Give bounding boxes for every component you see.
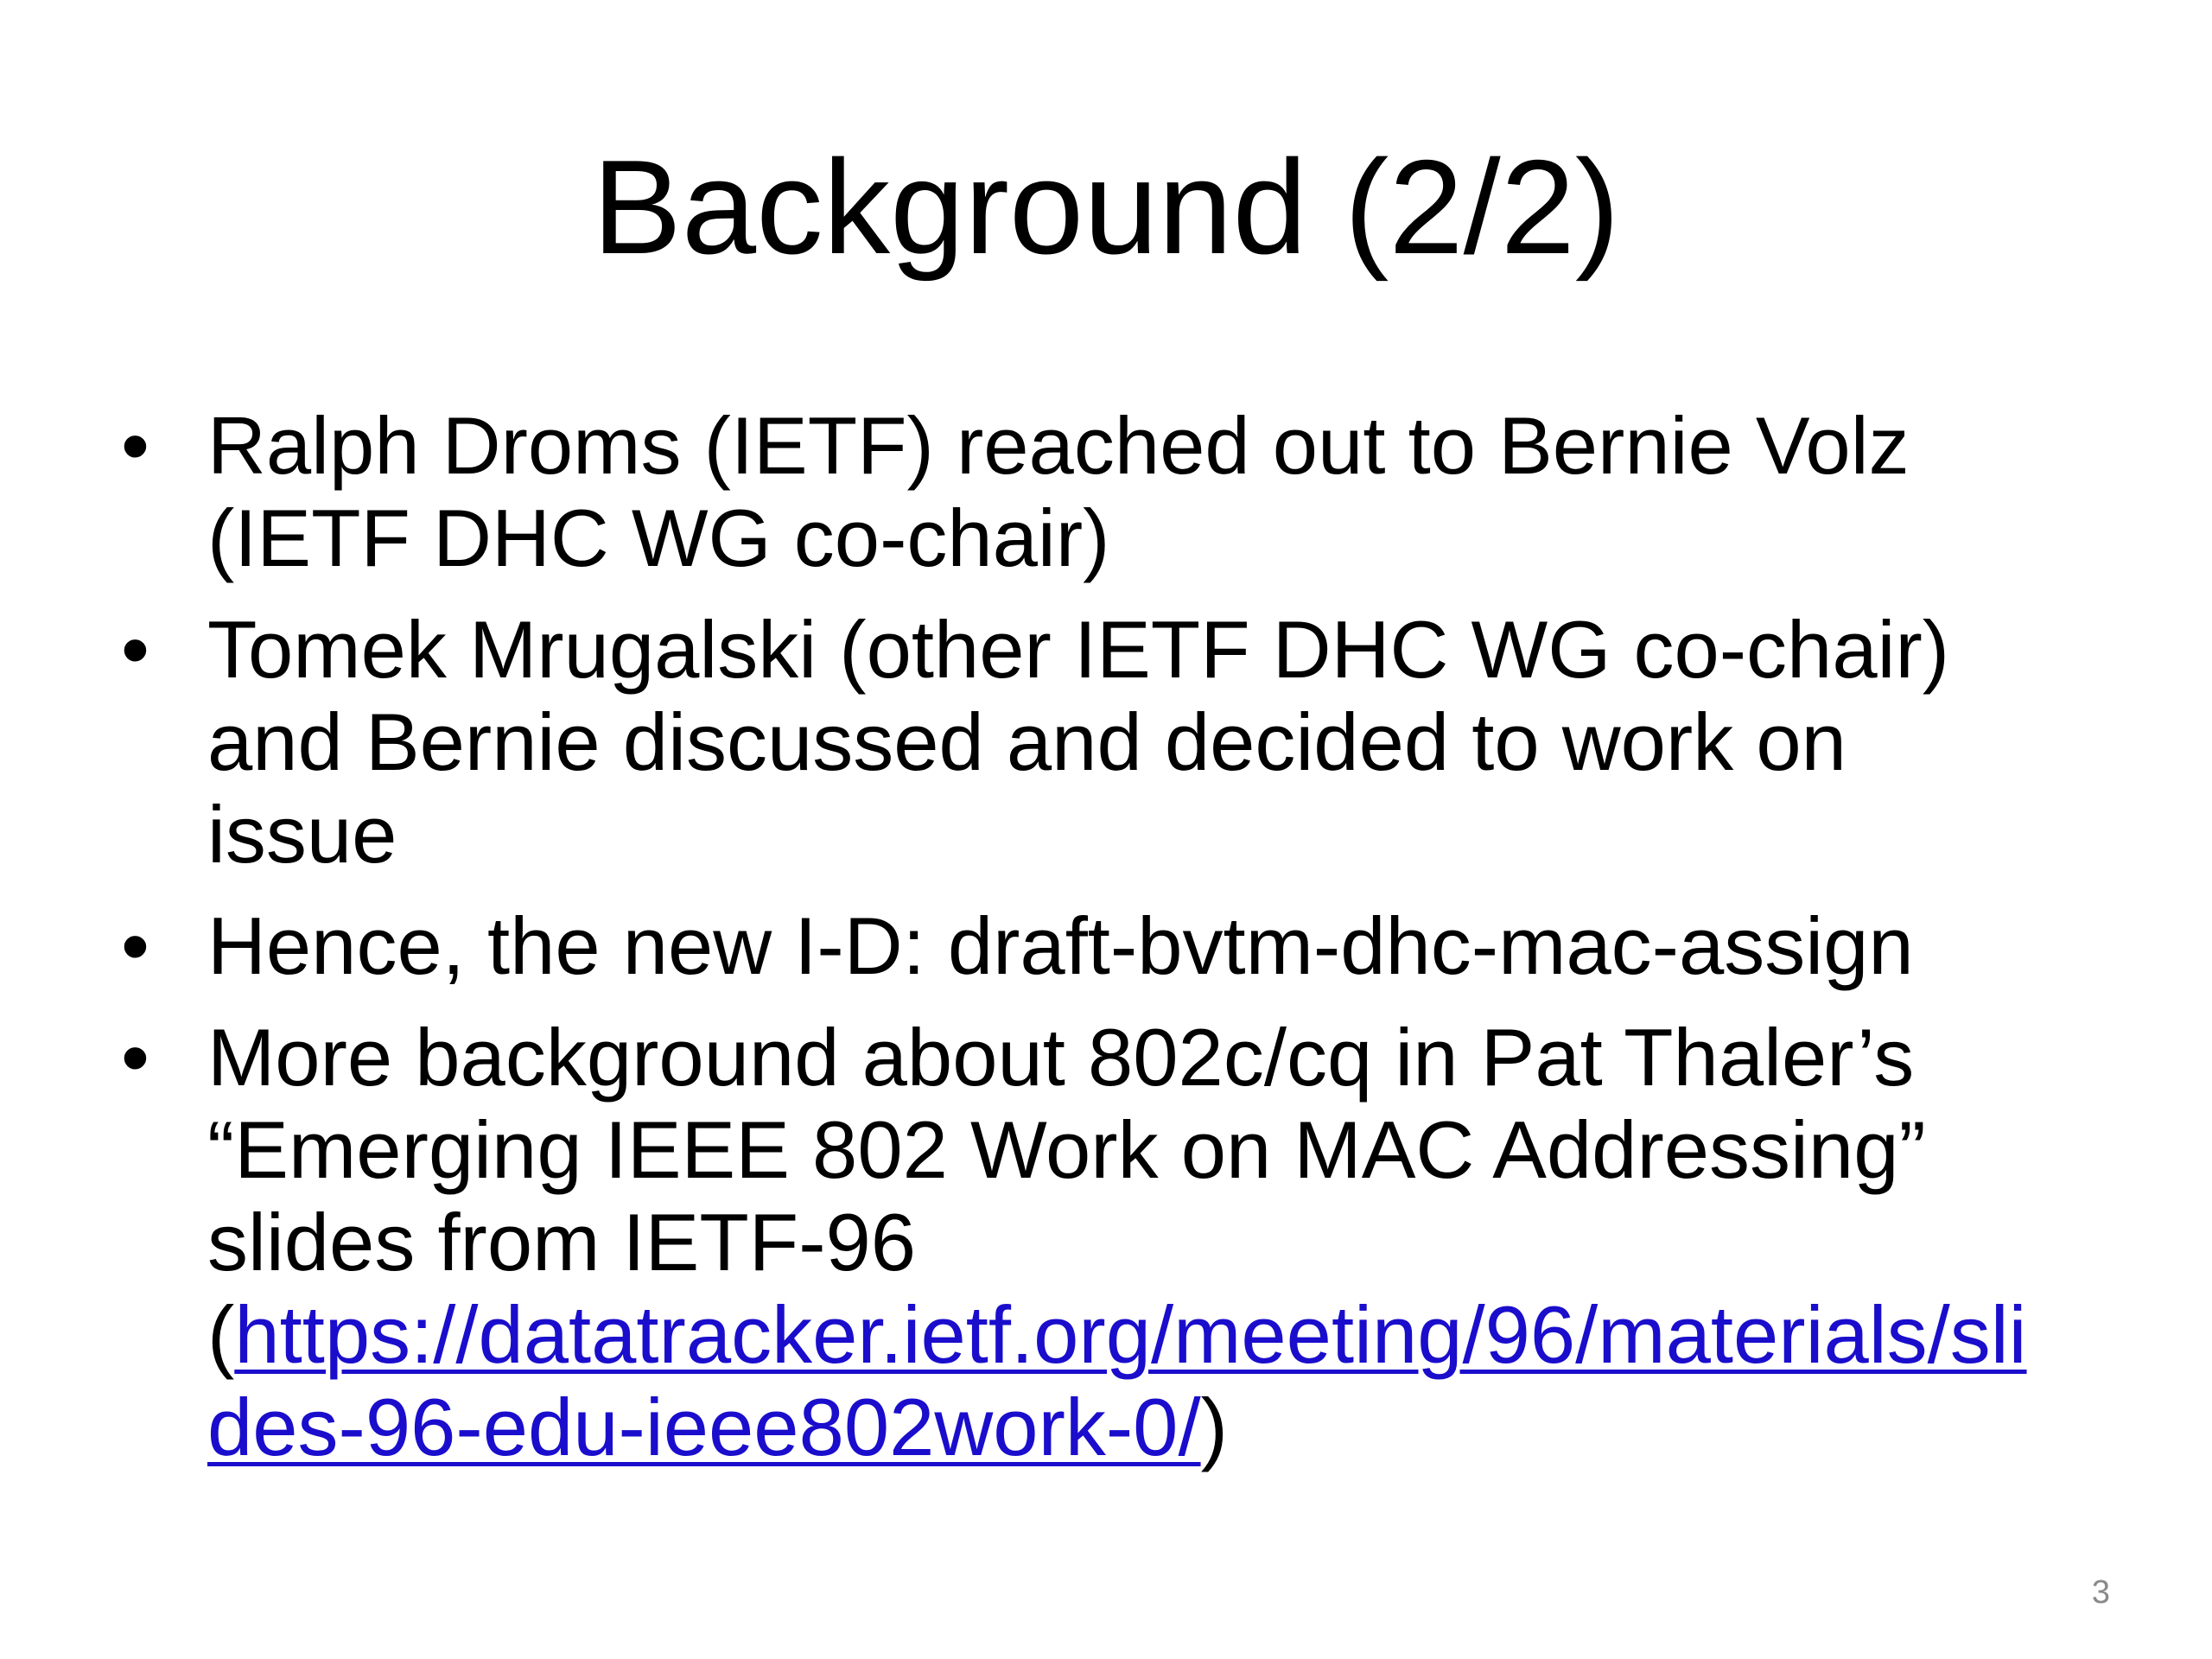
bullet-text-line: issue bbox=[207, 789, 397, 880]
bullet-marker: • bbox=[121, 900, 149, 991]
bullet-list bbox=[121, 399, 2143, 1492]
datatracker-link-continued[interactable]: des-96-edu-ieee802work-0/ bbox=[207, 1382, 1201, 1472]
bullet-item-2 bbox=[121, 603, 2143, 880]
slide-title: Background (2/2) bbox=[592, 132, 1620, 282]
bullet-text-line: (IETF DHC WG co-chair) bbox=[207, 493, 1110, 583]
paren-close: ) bbox=[1200, 1382, 1228, 1472]
paren-open: ( bbox=[207, 1289, 235, 1380]
bullet-text-line: Ralph Droms (IETF) reached out to Bernie Volz bbox=[207, 400, 1910, 491]
bullet-text-line: slides from IETF-96 bbox=[207, 1197, 917, 1287]
bullet-item-3 bbox=[121, 899, 2143, 992]
link-line-2 bbox=[207, 1381, 2143, 1473]
page-number: 3 bbox=[2091, 1574, 2110, 1611]
bullet-item-1 bbox=[121, 399, 2143, 584]
bullet-text-line: More background about 802c/cq in Pat Thaler’s bbox=[207, 1012, 1915, 1103]
bullet-text-line: and Bernie discussed and decided to work on bbox=[207, 696, 1847, 787]
bullet-marker: • bbox=[121, 400, 149, 491]
bullet-marker: • bbox=[121, 604, 149, 695]
bullet-text-line: Tomek Mrugalski (other IETF DHC WG co-chair) bbox=[207, 604, 1950, 695]
datatracker-link[interactable]: https://datatracker.ietf.org/meeting/96/materials/sli bbox=[234, 1289, 2027, 1380]
link-line-1 bbox=[207, 1288, 2143, 1381]
bullet-text-line: Hence, the new I-D: draft-bvtm-dhc-mac-assign bbox=[207, 900, 1914, 991]
bullet-marker: • bbox=[121, 1012, 149, 1103]
bullet-text-line: “Emerging IEEE 802 Work on MAC Addressing” bbox=[207, 1104, 1926, 1195]
bullet-item-4 bbox=[121, 1011, 2143, 1473]
